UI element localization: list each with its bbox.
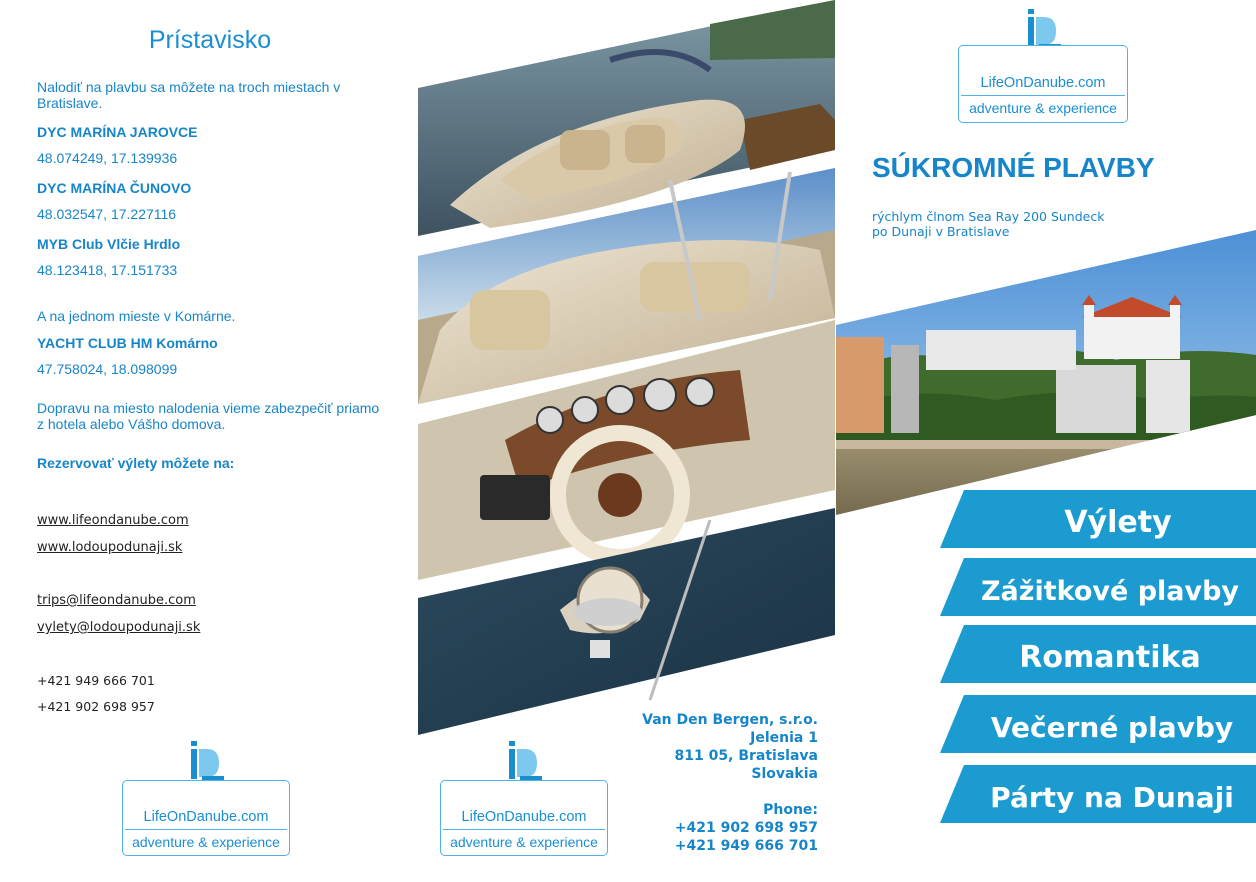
dl-monogram-icon	[503, 740, 547, 784]
menu-item-romantika[interactable]	[940, 625, 1256, 683]
menu-item-label: Romantika	[1019, 640, 1201, 675]
website-link[interactable]: www.lifeondanube.com	[37, 513, 189, 528]
dl-monogram-icon	[185, 740, 229, 784]
logo-tagline: adventure & experience	[969, 100, 1117, 116]
brand-logo	[122, 740, 292, 858]
trip-menu	[940, 490, 1256, 825]
transport-text: Dopravu na miesto nalodenia vieme zabezpečiť priamo z hotela alebo Vášho domova.	[37, 400, 380, 432]
location-name: MYB Club Vlčie Hrdlo	[37, 236, 181, 252]
menu-item-label: Výlety	[1064, 505, 1172, 540]
menu-item-vylety[interactable]	[940, 490, 1256, 548]
komarno-intro: A na jednom mieste v Komárne.	[37, 308, 236, 324]
street: Jelenia 1	[750, 730, 818, 746]
phone-number: +421 949 666 701	[37, 673, 155, 688]
location-name: YACHT CLUB HM Komárno	[37, 335, 218, 351]
boat-photo-collage	[410, 0, 842, 745]
logo-name: LifeOnDanube.com	[980, 75, 1106, 91]
location-name: DYC MARÍNA JAROVCE	[37, 124, 198, 140]
panel-title: Prístavisko	[148, 26, 272, 54]
cover-title: SÚKROMNÉ PLAVBY	[872, 152, 1155, 183]
location-name: DYC MARÍNA ČUNOVO	[37, 180, 192, 196]
phone-label: Phone:	[763, 802, 818, 818]
logo-name: LifeOnDanube.com	[143, 809, 269, 825]
menu-item-label: Párty na Dunaji	[990, 781, 1234, 814]
brand-logo	[958, 8, 1130, 124]
location-coords: 47.758024, 18.098099	[37, 361, 178, 377]
country: Slovakia	[751, 766, 818, 782]
location-coords: 48.074249, 17.139936	[37, 150, 178, 166]
brand-logo	[440, 740, 610, 858]
menu-item-zazitkove-plavby[interactable]	[940, 558, 1256, 616]
contact-phone: +421 902 698 957	[674, 820, 818, 836]
phone-number: +421 902 698 957	[37, 699, 155, 714]
intro-text: Nalodiť na plavbu sa môžete na troch miestach v Bratislave.	[37, 79, 341, 111]
city: 811 05, Bratislava	[674, 748, 818, 764]
booking-heading: Rezervovať výlety môžete na:	[37, 455, 235, 471]
menu-item-label: Večerné plavby	[990, 711, 1234, 744]
location-coords: 48.032547, 17.227116	[37, 206, 177, 222]
photo-bratislava-castle	[836, 225, 1256, 525]
subtitle-line: po Dunaji v Bratislave	[872, 224, 1010, 239]
contact-phone: +421 949 666 701	[674, 838, 818, 854]
logo-tagline: adventure & experience	[450, 834, 598, 850]
website-link[interactable]: www.lodoupodunaji.sk	[37, 540, 183, 555]
location-coords: 48.123418, 17.151733	[37, 262, 178, 278]
menu-item-vecerne-plavby[interactable]	[940, 695, 1256, 753]
email-link[interactable]: vylety@lodoupodunaji.sk	[37, 620, 201, 635]
company-name: Van Den Bergen, s.r.o.	[642, 712, 818, 728]
subtitle-line: rýchlym člnom Sea Ray 200 Sundeck	[872, 209, 1105, 224]
menu-item-label: Zážitkové plavby	[980, 576, 1240, 607]
logo-tagline: adventure & experience	[132, 834, 280, 850]
menu-item-party-na-dunaji[interactable]	[940, 765, 1256, 823]
logo-name: LifeOnDanube.com	[461, 809, 587, 825]
email-link[interactable]: trips@lifeondanube.com	[37, 593, 196, 608]
